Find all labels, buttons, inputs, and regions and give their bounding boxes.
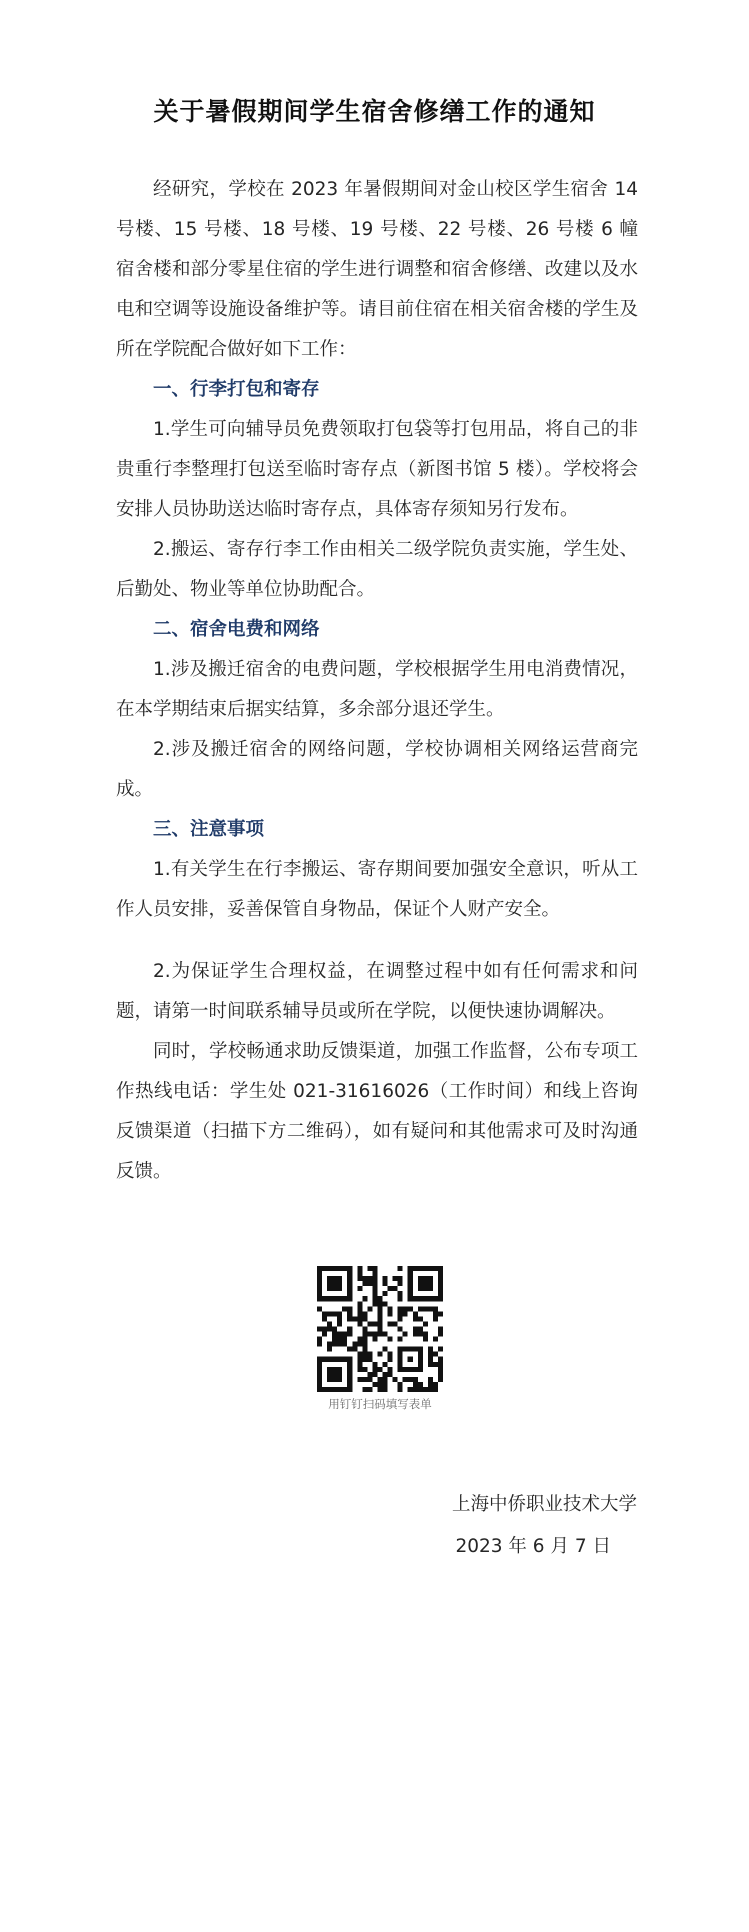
signature-org: 上海中侨职业技术大学 <box>451 1494 637 1515</box>
closing-paragraph: 同时，学校畅通求助反馈渠道，加强工作监督，公布专项工作热线电话：学生处 021-31616026（工作时间）和线上咨询反馈渠道（扫描下方二维码），如有疑问和其他需求可及时沟通反馈。 <box>116 1041 638 1182</box>
signature-block <box>452 1484 637 1568</box>
section-item: 1.学生可向辅导员免费领取打包袋等打包用品，将自己的非贵重行李整理打包送至临时寄存点（新图书馆 5 楼）。学校将会安排人员协助送达临时寄存点，具体寄存须知另行发布。 <box>116 419 638 520</box>
section-item: 1.有关学生在行李搬运、寄存期间要加强安全意识，听从工作人员安排，妥善保管自身物品，保证个人财产安全。 <box>116 859 638 920</box>
section-item: 2.搬运、寄存行李工作由相关二级学院负责实施，学生处、后勤处、物业等单位协助配合。 <box>116 539 638 600</box>
section-heading-luggage: 一、行李打包和寄存 <box>153 379 320 400</box>
section-item: 2.涉及搬迁宿舍的网络问题，学校协调相关网络运营商完成。 <box>116 739 638 800</box>
qr-caption: 用钉钉扫码填写表单 <box>328 1397 432 1411</box>
notice-body <box>116 170 638 1192</box>
qr-code-icon[interactable] <box>317 1266 443 1392</box>
qr-block <box>305 1266 455 1412</box>
section-heading-notes: 三、注意事项 <box>153 819 265 840</box>
section-heading-electricity-network: 二、宿舍电费和网络 <box>153 619 320 640</box>
section-item: 1.涉及搬迁宿舍的电费问题，学校根据学生用电消费情况，在本学期结束后据实结算，多余部分退还学生。 <box>116 659 638 720</box>
section-item: 2.为保证学生合理权益，在调整过程中如有任何需求和问题，请第一时间联系辅导员或所在学院，以便快速协调解决。 <box>116 961 638 1022</box>
signature-date: 2023 年 6 月 7 日 <box>455 1536 611 1557</box>
notice-title: 关于暑假期间学生宿舍修缮工作的通知 <box>153 97 596 126</box>
intro-paragraph: 经研究，学校在 2023 年暑假期间对金山校区学生宿舍 14 号楼、15 号楼、18 号楼、19 号楼、22 号楼、26 号楼 6 幢宿舍楼和部分零星住宿的学生进行调整和宿舍修缮、改建以及水电和空调等设施设备维护等。请目前住宿在相关宿舍楼的学生及所在学院配合做好如下工作： <box>116 179 638 360</box>
paragraph-gap <box>116 930 638 952</box>
